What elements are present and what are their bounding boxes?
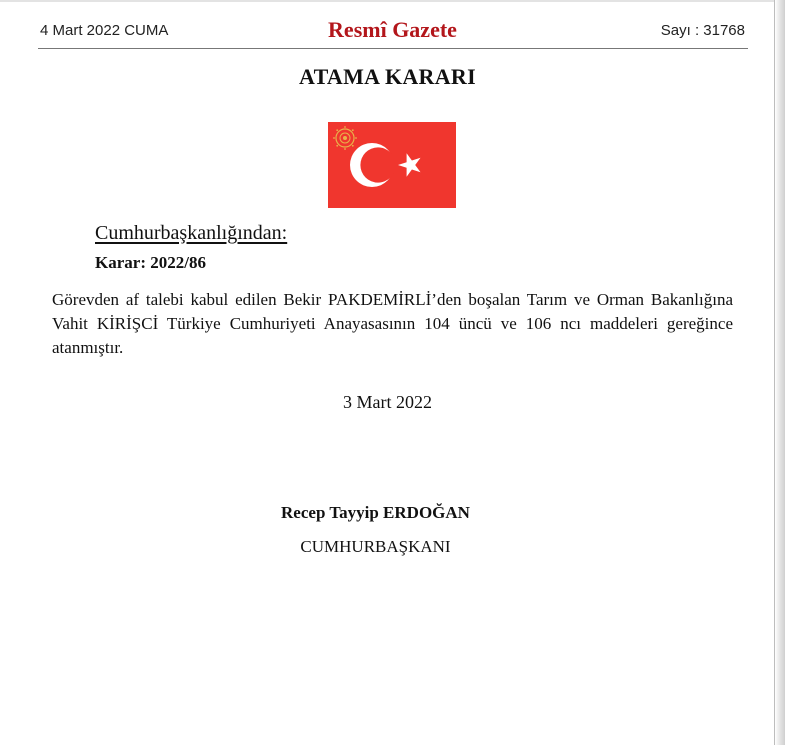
issuer-heading: Cumhurbaşkanlığından: <box>95 222 288 244</box>
document-title: ATAMA KARARI <box>299 64 476 89</box>
signer-title: CUMHURBAŞKANI <box>300 537 451 556</box>
gazette-name: Resmî Gazete <box>328 17 457 42</box>
signer-name: Recep Tayyip ERDOĞAN <box>281 503 470 522</box>
page-top-edge <box>0 0 775 2</box>
page-shadow <box>775 0 785 745</box>
decision-number: Karar: 2022/86 <box>95 253 206 272</box>
issue-number: Sayı : 31768 <box>660 22 745 39</box>
gazette-header <box>40 17 745 45</box>
issue-date: 4 Mart 2022 CUMA <box>40 22 169 39</box>
decision-body: Görevden af talebi kabul edilen Bekir PAKDEMİRLİ’den boşalan Tarım ve Orman Bakanlığına Vahit KİRİŞCİ Türkiye Cumhuriyeti Anayasasının 104 üncü ve 106 ncı maddeleri gereğince atanmıştır. <box>52 290 733 357</box>
turkish-flag-emblem-icon <box>328 122 456 208</box>
header-rule <box>38 48 748 49</box>
decision-date: 3 Mart 2022 <box>343 392 432 412</box>
